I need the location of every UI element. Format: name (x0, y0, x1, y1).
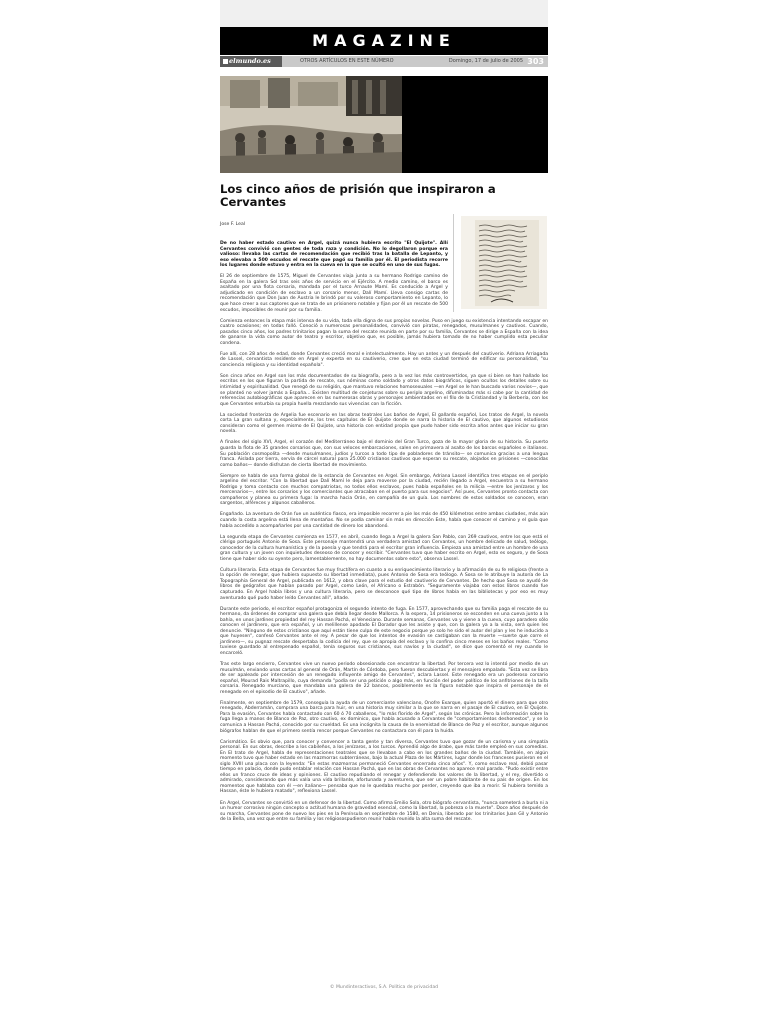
logo-text: elmundo.es (229, 57, 271, 65)
article-lead: De no haber estado cautivo en Argel, quizá nunca hubiera escrito "El Quijote". Allí Cervantes convivió con gentes de toda raza y condición. No lo degollaron porque era valioso: llevaba las cartas de recomendación que recibió tras la batalla de Lepanto, y eso elevaba a 500 escudos el rescate que pagó su familia por él. El periodista recorre los lugares donde estuvo y entra en la cueva en la que se ocultó en uno de sus fugas. (220, 241, 448, 269)
issue-date: Domingo, 17 de julio de 2005 (448, 58, 523, 64)
article-paragraph: Son cinco años en Argel son los más documentados de su biografía, pero a la vez los más controvertidos, ya que si bien se han hallado los escritos en los que figuran la partida de rescate, sus nóminas como soldado y otros datos biográficos, siguen ocultos los detalles sobre su intimidad y espiritualidad. Que renegó de su religión, que mantuvo relaciones homosexuales —en Argel se le han buscado varios novios—, que se planteó no volver jamás a España… Existen multitud de conjeturas sobre su periplo argelino, difuminadas más si cabe por la cantidad de referencias autobiográficas que aparecen en las numerosas obras y personajes ambientados en el filo de la Cristiandad y la Berbería, con los que Cervantes enturbia su propia huella mezclando sus vivencias con la ficción. (220, 373, 548, 407)
engraving-illustration (220, 76, 402, 173)
article-paragraph: Durante este periodo, el escritor español protagoniza el segundo intento de fuga. En 1577, aprovechando que su familia paga el rescate de su hermano, da órdenes de comprar una galera que debía llegar desde Mallorca. A la espera, 14 prisioneros se esconden en una cueva junto a la bahía, en unos jardines propiedad del rey Hassan Pachá, el Veneciano. Durante semanas, Cervantes va y viene a la cueva, cuyo paradero sólo conocen el jardinero, que era español, y un melillense apodado El Dorador que les asiste y que, con la galera ya a la vista, será quien les denuncie. "Ninguno de estos cristianos que aquí están tiene culpa de este negocio porque yo solo he sido el autor del plan y les he inducido a que huyesen", confesó Cervantes ante el rey. A pesar de que los intentos de evasión se castigaban con la muerte —suerte que corre el jardinero—, su pugnaz rescate despertaba la codicia del rey, que se apropia del esclavo y lo confina cinco meses en los baños reales. "Como tuviese guardado al entrepenado español, tenía seguros sus cristianos, sus navíos y la ciudad", se dice que comentó el rey cuando le encarceló. (220, 606, 548, 656)
article-paragraph: El 26 de septiembre de 1575, Miguel de Cervantes viaja junto a su hermano Rodrigo camino de España en la galera Sol tras seis años de servicio en el Ejército. A medio camino, el barco es asaltado por una flota corsaria, mandada por el turco Arnaute Mamí. Es conducido a Argel y adjudicado en condición de esclavo a un corsario menor, Dalí Mamí. Lleva consigo cartas de recomendación que Don Juan de Austria le brindó por su valeroso comportamiento en Lepanto, lo que hace creer a sus captores que se trata de un prisionero notable y fijan por él un rescate de 500 escudos, imposibles de reunir por su familia. (220, 274, 448, 313)
elmundo-logo[interactable] (220, 56, 282, 67)
hero-banner (220, 76, 548, 173)
logo-square-icon (223, 59, 228, 64)
article-paragraph: Siempre se habla de una forma global de la estancia de Cervantes en Argel. Sin embargo, Adriana Lassel identifica tres etapas en el periplo argelino del escritor. "Con la libertad que Dalí Mamí le deja para moverse por la ciudad, recién llegado a Argel, encuentra a su hermano Rodrigo y toma contacto con muchos compatriotas, no todos ellos esclavos, pues había españoles en la milicia —entre los jenízaros y los mercenarios—, entre los corsarios y los comerciantes que atracaban en el puerto para sus negocios". Así pues, Cervantes pronto contacta con compañeros y planea su primera fuga: la marcha hacia Orán, en compañía de un guía. Los nombres de estos soldados se conocen, eran sargentos, alféreces y algunos caballeros. (220, 473, 548, 507)
article-body (220, 241, 548, 828)
article-paragraph: Tras este largo encierro, Cervantes vive un nuevo periodo obsesionado con encontrar la libertad. Por tercera vez lo intentó por medio de un musulmán, enviando unas cartas al general de Orán, Martín de Córdoba, pero fueron descubiertas y el mensajero empalado. "Esta vez se libra de ser apaleado por intercesión de un renegado influyente amigo de Cervantes", aclara Lassel. Este renegado era un poderoso corsario español, Mourad Rais Maltrapillo, cuya demanda "podía ser una petición o algo más, en función del poder político de los anfitriones de la taifa corsaria. Renegado murciano, que mandaba una galera de 22 bancos, posiblemente es la figura notable que inspira el personaje de el renegado en el episodio de El cautivo", añade. (220, 662, 548, 695)
article-paragraph: Engañado. La aventura de Orán fue un auténtico fiasco, era imposible recorrer a pie los más de 450 kilómetros entre ambas ciudades, más aún cuando la costa argelina está llena de montañas. No se podía caminar sin más en dirección Este, había que conocer el camino y el guía que había accedido a acompañarles por una cantidad de dinero los abandonó. (220, 512, 548, 529)
article-paragraph: Carismático. Es obvio que, para conocer y convencer a tanta gente y tan diversa, Cervantes tuvo que gozar de un carisma y una simpatía personal. En sus obras, describe a los cabileños, a los jenízaros, a los turcos. Aprendió algo de árabe, que más tarde empleó en sus comedias. En El trato de Argel, habla de representaciones teatrales que se llevaban a cabo en los grandes baños de la ciudad. También, en algún momento tuvo que haber estado en las mazmorras subterráneas, bajo la actual Plaza de los Mártires, lugar donde los franceses pusieron en el siglo XVIII una placa con la leyenda: "En estas mazmorras permaneció Cervantes encerrado cinco años". Y, como esclavo real, debió pasar tiempo en palacio, donde pudo entablar relación con Hassan Pachá, que en las obras de Cervantes no aparece mal parado. "Pudo existir entre ellos un franco cruce de ideas y opiniones. El cautivo repudiando el renegar y defendiendo los valores de la libertad, y el rey, divertido o admirado, considerando que más valía una vida brillante, afortunada y aventurera, que ser un pobre habitante de su país de origen. En los momentos que hablaba con él —en italiano— pensaba que no le quedaba mucho por perder, creyendo que iba a morir. Si hubiera temido a Hassan, éste le hubiera matado", reflexiona Lassel. (220, 739, 548, 795)
page-footer[interactable]: © Mundinteractivos, S.A. Política de privacidad (329, 985, 439, 990)
article-paragraph: Fue allí, con 28 años de edad, donde Cervantes creció moral e intelectualmente. Hay un antes y un después del cautiverio. Adriana Arriagada de Lassel, cervantista residente en Argel y experta en su cautiverio, cree que en esta ciudad terminó de edificar su personalidad, "su conciencia religiosa y su identidad española". (220, 351, 548, 368)
article-paragraph: Cultura literaria. Esta etapa de Cervantes fue muy fructífera en cuanto a su enriquecimiento literario y la afirmación de su fe religiosa (frente a la opción de renegar, que hubiera supuesto su libertad inmediata), pues Antonio de Sosa era teólogo. A Sosa se le atribuye la autoría de La Topographia General de Argel, publicada en 1612, y obra clave para el estudio del cautiverio de Cervantes. De hecho que Sosa se ayudó de libros de geógrafos que habían pasado por Argel, como León, el Africano o Estrabón. "Seguramente viajaba con estos libros cuando fue capturado. En Argel había libros y una cultura literaria, pero se desconoce qué tipo de libros había en las bibliotecas y por eso es muy aventurado qué pudo haber leído Cervantes allí", añade. (220, 567, 548, 601)
nav-bar (220, 56, 548, 67)
issue-number: 303 (527, 57, 544, 66)
article-paragraph: En Argel, Cervantes se convirtió en un defensor de la libertad. Como afirma Emilio Sola, otro biógrafo cervantista, "nunca someterá a burla ni a un humor corrosivo ningún concepto o actitud humana de gravedad esencial, como la libertad, la pobreza o la muerte". Doce años después de su marcha, Cervantes pone de nuevo los pies en la Península en septiembre de 1580, en Denia, liberado por los trinitarios Juan Gil y Antonio de la Bella, una vez que entre su familia y los religiosospudieron reunir había reunido la alta suma del rescate. (220, 800, 548, 823)
article-author: Jose F. Leal (220, 222, 246, 227)
article-paragraph: La segunda etapa de Cervantes comienza en 1577, en abril, cuando llega a Argel la galera San Pablo, con 269 cautivos, entre los que está el clérigo portugués Antonio de Sosa. Este personaje mantendrá una verdadera amistad con Cervantes, un hombre delicado de salud, teólogo, conocedor de la cultura humanística y de la poesía y que tendrá para el escritor gran influencia. Empieza una amistad entre un hombre de una gran cultura y un joven con inquietudes deseoso de conocer y escribir. "Cervantes tuvo que haber escrito en Argel, esto es seguro, y de Sosa tiene que haber sido su oyente pero, lamentablemente, no hay documentos sobre esto", observa Lassel. (220, 534, 548, 562)
engraving-image (220, 76, 402, 173)
top-band (220, 0, 548, 27)
article-title: Los cinco años de prisión que inspiraron a Cervantes (220, 182, 496, 209)
article-paragraph: La sociedad fronteriza de Argelia fue escenario en las obras teatrales Los baños de Argel, El gallardo español, Los tratos de Argel, la novela corta La gran sultana y, especialmente, los tres capítulos de El Quijote donde se narra la historia de El cautivo, que algunos estudiosos consideran como el germen mismo de El Quijote, una historia con entidad propia que pudo haber sido escrita años antes que iniciar su gran novela. (220, 412, 548, 435)
article-paragraph: Comienza entonces la etapa más intensa de su vida, toda ella digna de sus propias novelas. Puso en juego su existencia intentando escapar en cuatro ocasiones; en todas falló. Conoció a numerosas personalidades, convivió con piratas, renegados, musulmanes y cautivos. Cuando, pasados cinco años, los padres trinitarios pagan la suma del rescate reunida en parte por su familia, Cervantes se dirige a España con la idea de ganarse la vida como autor de teatro y escritor, objetivo que, es posible, jamás hubiera tomado de no haber cumplido esta peculiar condena. (220, 318, 548, 346)
article-paragraph: Finalmente, en septiembre de 1579, conseguía la ayuda de un comerciante valenciano, Onofre Exarque, quien aportó el dinero para que otro renegado, Abderramán, comprara una barca para huir, en una historia muy similar a la que se narra en el pasaje de El cautivo, en El Quijote. Para la evasión, Cervantes había contactado con 60 ó 70 caballeros, "lo más florido de Argel", según las crónicas. Pero la información sobre la fuga llega a manos de Blanco de Paz, otro cautivo, ex dominico, que había acusado a Cervantes de "comportamientos deshonestos", y se lo comunica a Hassan Pachá, conocido por su crueldad. Es una incógnita la causa de la enemistad de Blanco de Paz y el escritor, aunque algunos biógrafos hablan de que el primero sentía rencor porque Cervantes no contactara con él para la huida. (220, 700, 548, 734)
magazine-masthead: MAGAZINE (220, 27, 548, 55)
other-articles-link[interactable]: OTROS ARTÍCULOS EN ESTE NÚMERO (300, 58, 394, 64)
article-paragraph: A finales del siglo XVI, Argel, el corazón del Mediterráneo bajo el dominio del Gran Turco, goza de la mayor gloria de su historia. Su puerto guarda la flota de 35 grandes corsarios que, con sus veloces embarcaciones, salen en primavera al asalto de los barcos españoles e italianos. Su población cosmopolita —desde musulmanes, judíos y turcos a todo tipo de pobladores de tránsito— se comunica gracias a una lengua franca. Aislada por tierra, servía de cárcel natural para 25.000 cristianos cautivos que esperan su rescate, alojados en prisiones —conocidas como baños— donde disfrutan de cierta libertad de movimiento. (220, 440, 548, 468)
